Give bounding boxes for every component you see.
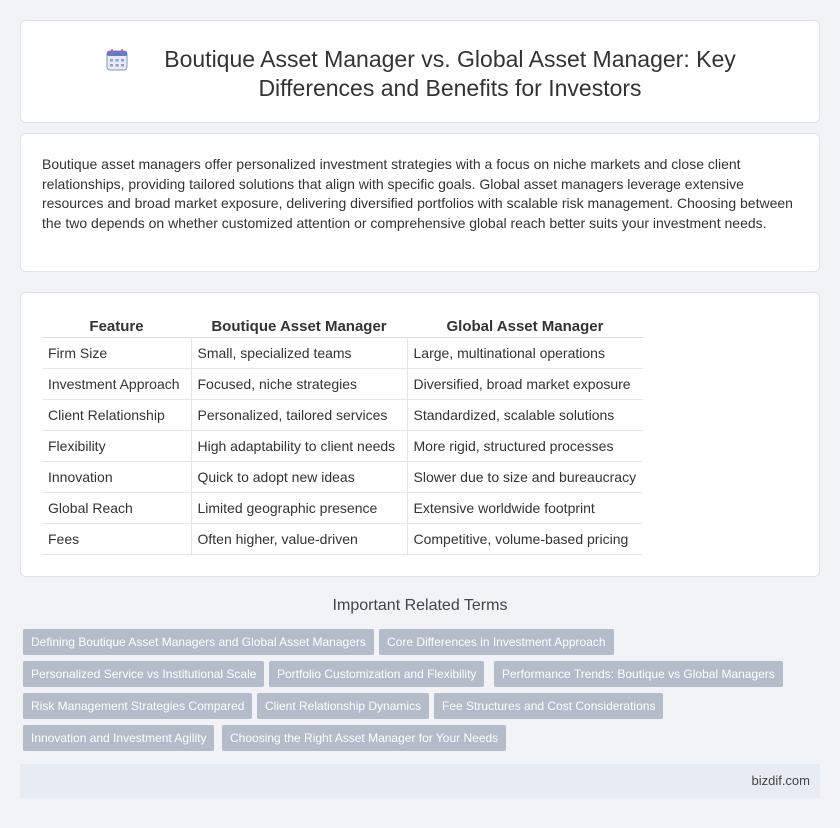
- table-cell-feature: Fees: [42, 524, 191, 555]
- table-cell-boutique: Quick to adopt new ideas: [191, 462, 407, 493]
- table-cell-global: More rigid, structured processes: [407, 431, 643, 462]
- table-cell-global: Competitive, volume-based pricing: [407, 524, 643, 555]
- related-term-tag[interactable]: Core Differences in Investment Approach: [379, 629, 614, 655]
- table-cell-feature: Investment Approach: [42, 369, 191, 400]
- intro-paragraph: Boutique asset managers offer personalized investment strategies with a focus on niche markets and close client relationships, providing tailored solutions that align with specific goals. Global asset managers leverage extensive resources and broad market exposure, delivering diversified portfolios with scalable risk management. Choosing between the two depends on whether customized attention or comprehensive global reach better suits your investment needs.: [42, 156, 793, 231]
- related-term-tag[interactable]: Innovation and Investment Agility: [23, 725, 214, 751]
- related-term-tag[interactable]: Fee Structures and Cost Considerations: [434, 693, 663, 719]
- table-cell-boutique: Often higher, value-driven: [191, 524, 407, 555]
- related-term-tag[interactable]: Client Relationship Dynamics: [257, 693, 429, 719]
- table-cell-boutique: High adaptability to client needs: [191, 431, 407, 462]
- table-cell-global: Slower due to size and bureaucracy: [407, 462, 643, 493]
- table-cell-feature: Global Reach: [42, 493, 191, 524]
- related-term-tag[interactable]: Risk Management Strategies Compared: [23, 693, 252, 719]
- related-term-tag[interactable]: Performance Trends: Boutique vs Global Managers: [494, 661, 783, 687]
- related-term-tag[interactable]: Choosing the Right Asset Manager for Your Needs: [222, 725, 506, 751]
- table-row: [42, 524, 643, 555]
- related-terms-heading: Important Related Terms: [332, 597, 508, 614]
- table-row: [42, 462, 643, 493]
- table-row: [42, 431, 643, 462]
- table-row: [42, 400, 643, 431]
- title-card: [20, 20, 820, 123]
- table-cell-boutique: Limited geographic presence: [191, 493, 407, 524]
- page-title: Boutique Asset Manager vs. Global Asset Manager: Key Differences and Benefits for Investors: [164, 46, 736, 101]
- column-header-boutique: Boutique Asset Manager: [191, 317, 407, 338]
- table-row: [42, 338, 643, 369]
- table-cell-boutique: Personalized, tailored services: [191, 400, 407, 431]
- table-cell-feature: Firm Size: [42, 338, 191, 369]
- table-cell-global: Extensive worldwide footprint: [407, 493, 643, 524]
- table-row: [42, 369, 643, 400]
- related-term-tag[interactable]: Portfolio Customization and Flexibility: [269, 661, 484, 687]
- site-domain[interactable]: bizdif.com: [751, 773, 810, 788]
- comparison-table: [42, 317, 643, 555]
- table-cell-feature: Innovation: [42, 462, 191, 493]
- related-term-tag[interactable]: Defining Boutique Asset Managers and Global Asset Managers: [23, 629, 374, 655]
- intro-card: [20, 133, 820, 272]
- table-cell-feature: Client Relationship: [42, 400, 191, 431]
- table-cell-global: Large, multinational operations: [407, 338, 643, 369]
- related-term-tag[interactable]: Personalized Service vs Institutional Scale: [23, 661, 264, 687]
- footer: [20, 764, 820, 798]
- comparison-card: [20, 292, 820, 577]
- table-header-row: [42, 317, 643, 338]
- table-cell-boutique: Focused, niche strategies: [191, 369, 407, 400]
- table-cell-boutique: Small, specialized teams: [191, 338, 407, 369]
- column-header-global: Global Asset Manager: [407, 317, 643, 338]
- column-header-feature: Feature: [42, 317, 191, 338]
- table-cell-global: Standardized, scalable solutions: [407, 400, 643, 431]
- table-row: [42, 493, 643, 524]
- table-cell-global: Diversified, broad market exposure: [407, 369, 643, 400]
- table-cell-feature: Flexibility: [42, 431, 191, 462]
